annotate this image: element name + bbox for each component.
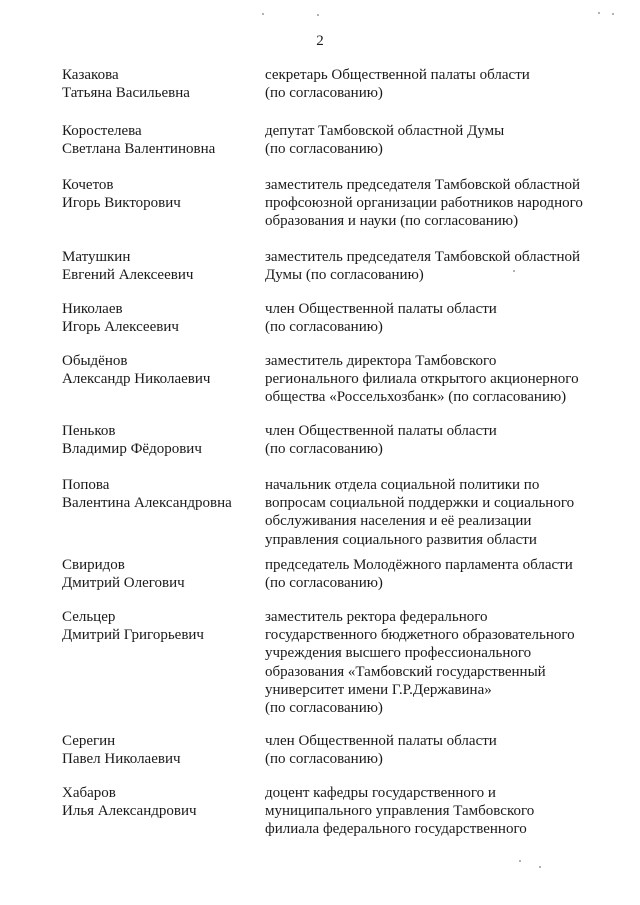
member-given-names: Валентина Александровна [62,495,232,512]
member-name [62,732,252,768]
scan-speck [513,270,515,272]
member-surname: Хабаров [62,785,116,801]
member-role [265,608,625,717]
member-role [265,300,625,336]
member-surname: Обыдёнов [62,353,128,369]
member-role-line: (по согласованию) [265,575,383,592]
member-name [62,300,252,336]
member-role-line: образования «Тамбовский государственный [265,663,546,680]
scan-speck [539,866,541,868]
member-given-names: Дмитрий Олегович [62,575,185,592]
member-role-line: управления социального развития области [265,531,537,548]
member-role-line: филиала федерального государственного [265,821,527,838]
member-role [265,122,625,158]
member-role-line: депутат Тамбовской областной Думы [265,123,505,139]
member-given-names: Дмитрий Григорьевич [62,627,204,644]
member-given-names: Татьяна Васильевна [62,85,190,102]
member-name [62,476,252,512]
member-surname: Пеньков [62,423,116,439]
member-given-names: Светлана Валентиновна [62,141,216,158]
member-role [265,176,625,231]
member-role [265,248,625,284]
member-role [265,732,625,768]
member-surname: Серегин [62,733,116,749]
scan-speck [519,860,521,862]
page-number: 2 [316,33,324,49]
member-role-line: профсоюзной организации работников народного [265,195,583,212]
member-given-names: Илья Александрович [62,803,197,820]
member-role [265,556,625,592]
member-surname: Попова [62,477,110,493]
member-surname: Сельцер [62,609,116,625]
member-role-line: общества «Россельхозбанк» (по согласованию) [265,389,567,406]
member-given-names: Игорь Викторович [62,195,181,212]
scan-speck [317,14,319,16]
member-name [62,248,252,284]
member-surname: Коростелева [62,123,142,139]
scan-speck [262,13,264,15]
member-role-line: доцент кафедры государственного и [265,785,496,801]
member-role-line: заместитель директора Тамбовского [265,353,497,369]
member-name [62,422,252,458]
member-role-line: университет имени Г.Р.Державина» [265,681,492,698]
scan-speck [598,12,600,14]
member-role-line: (по согласованию) [265,319,383,336]
member-role-line: вопросам социальной поддержки и социального [265,495,575,512]
member-role [265,784,625,839]
member-role-line: (по согласованию) [265,441,383,458]
member-role-line: член Общественной палаты области [265,301,497,317]
member-given-names: Евгений Алексеевич [62,267,194,284]
member-role [265,422,625,458]
member-name [62,608,252,644]
member-role-line: Думы (по согласованию) [265,267,424,284]
member-role-line: заместитель председателя Тамбовской областной [265,249,580,265]
member-role-line: начальник отдела социальной политики по [265,477,540,493]
member-role-line: муниципального управления Тамбовского [265,803,535,820]
member-surname: Кочетов [62,177,114,193]
member-given-names: Владимир Фёдорович [62,441,202,458]
member-given-names: Павел Николаевич [62,751,181,768]
member-surname: Николаев [62,301,123,317]
member-role-line: (по согласованию) [265,141,383,158]
member-given-names: Игорь Алексеевич [62,319,179,336]
member-role-line: обслуживания населения и её реализации [265,513,532,530]
member-role-line: член Общественной палаты области [265,733,497,749]
member-role [265,352,625,407]
member-role-line: (по согласованию) [265,85,383,102]
member-name [62,66,252,102]
member-role [265,66,625,102]
member-role-line: член Общественной палаты области [265,423,497,439]
member-role-line: заместитель председателя Тамбовской областной [265,177,580,193]
member-role-line: заместитель ректора федерального [265,609,488,625]
member-surname: Матушкин [62,249,131,265]
member-name [62,122,252,158]
member-name [62,556,252,592]
member-given-names: Александр Николаевич [62,371,211,388]
member-role-line: государственного бюджетного образовательного [265,627,575,644]
member-role-line: (по согласованию) [265,751,383,768]
member-name [62,176,252,212]
member-name [62,784,252,820]
member-name [62,352,252,388]
member-role [265,476,625,549]
member-surname: Свиридов [62,557,125,573]
member-role-line: секретарь Общественной палаты области [265,67,530,83]
member-role-line: председатель Молодёжного парламента области [265,557,573,573]
member-role-line: учреждения высшего профессионального [265,645,532,662]
member-surname: Казакова [62,67,119,83]
member-role-line: образования и науки (по согласованию) [265,213,519,230]
scan-speck [612,13,614,15]
member-role-line: (по согласованию) [265,700,383,717]
member-role-line: регионального филиала открытого акционерного [265,371,579,388]
